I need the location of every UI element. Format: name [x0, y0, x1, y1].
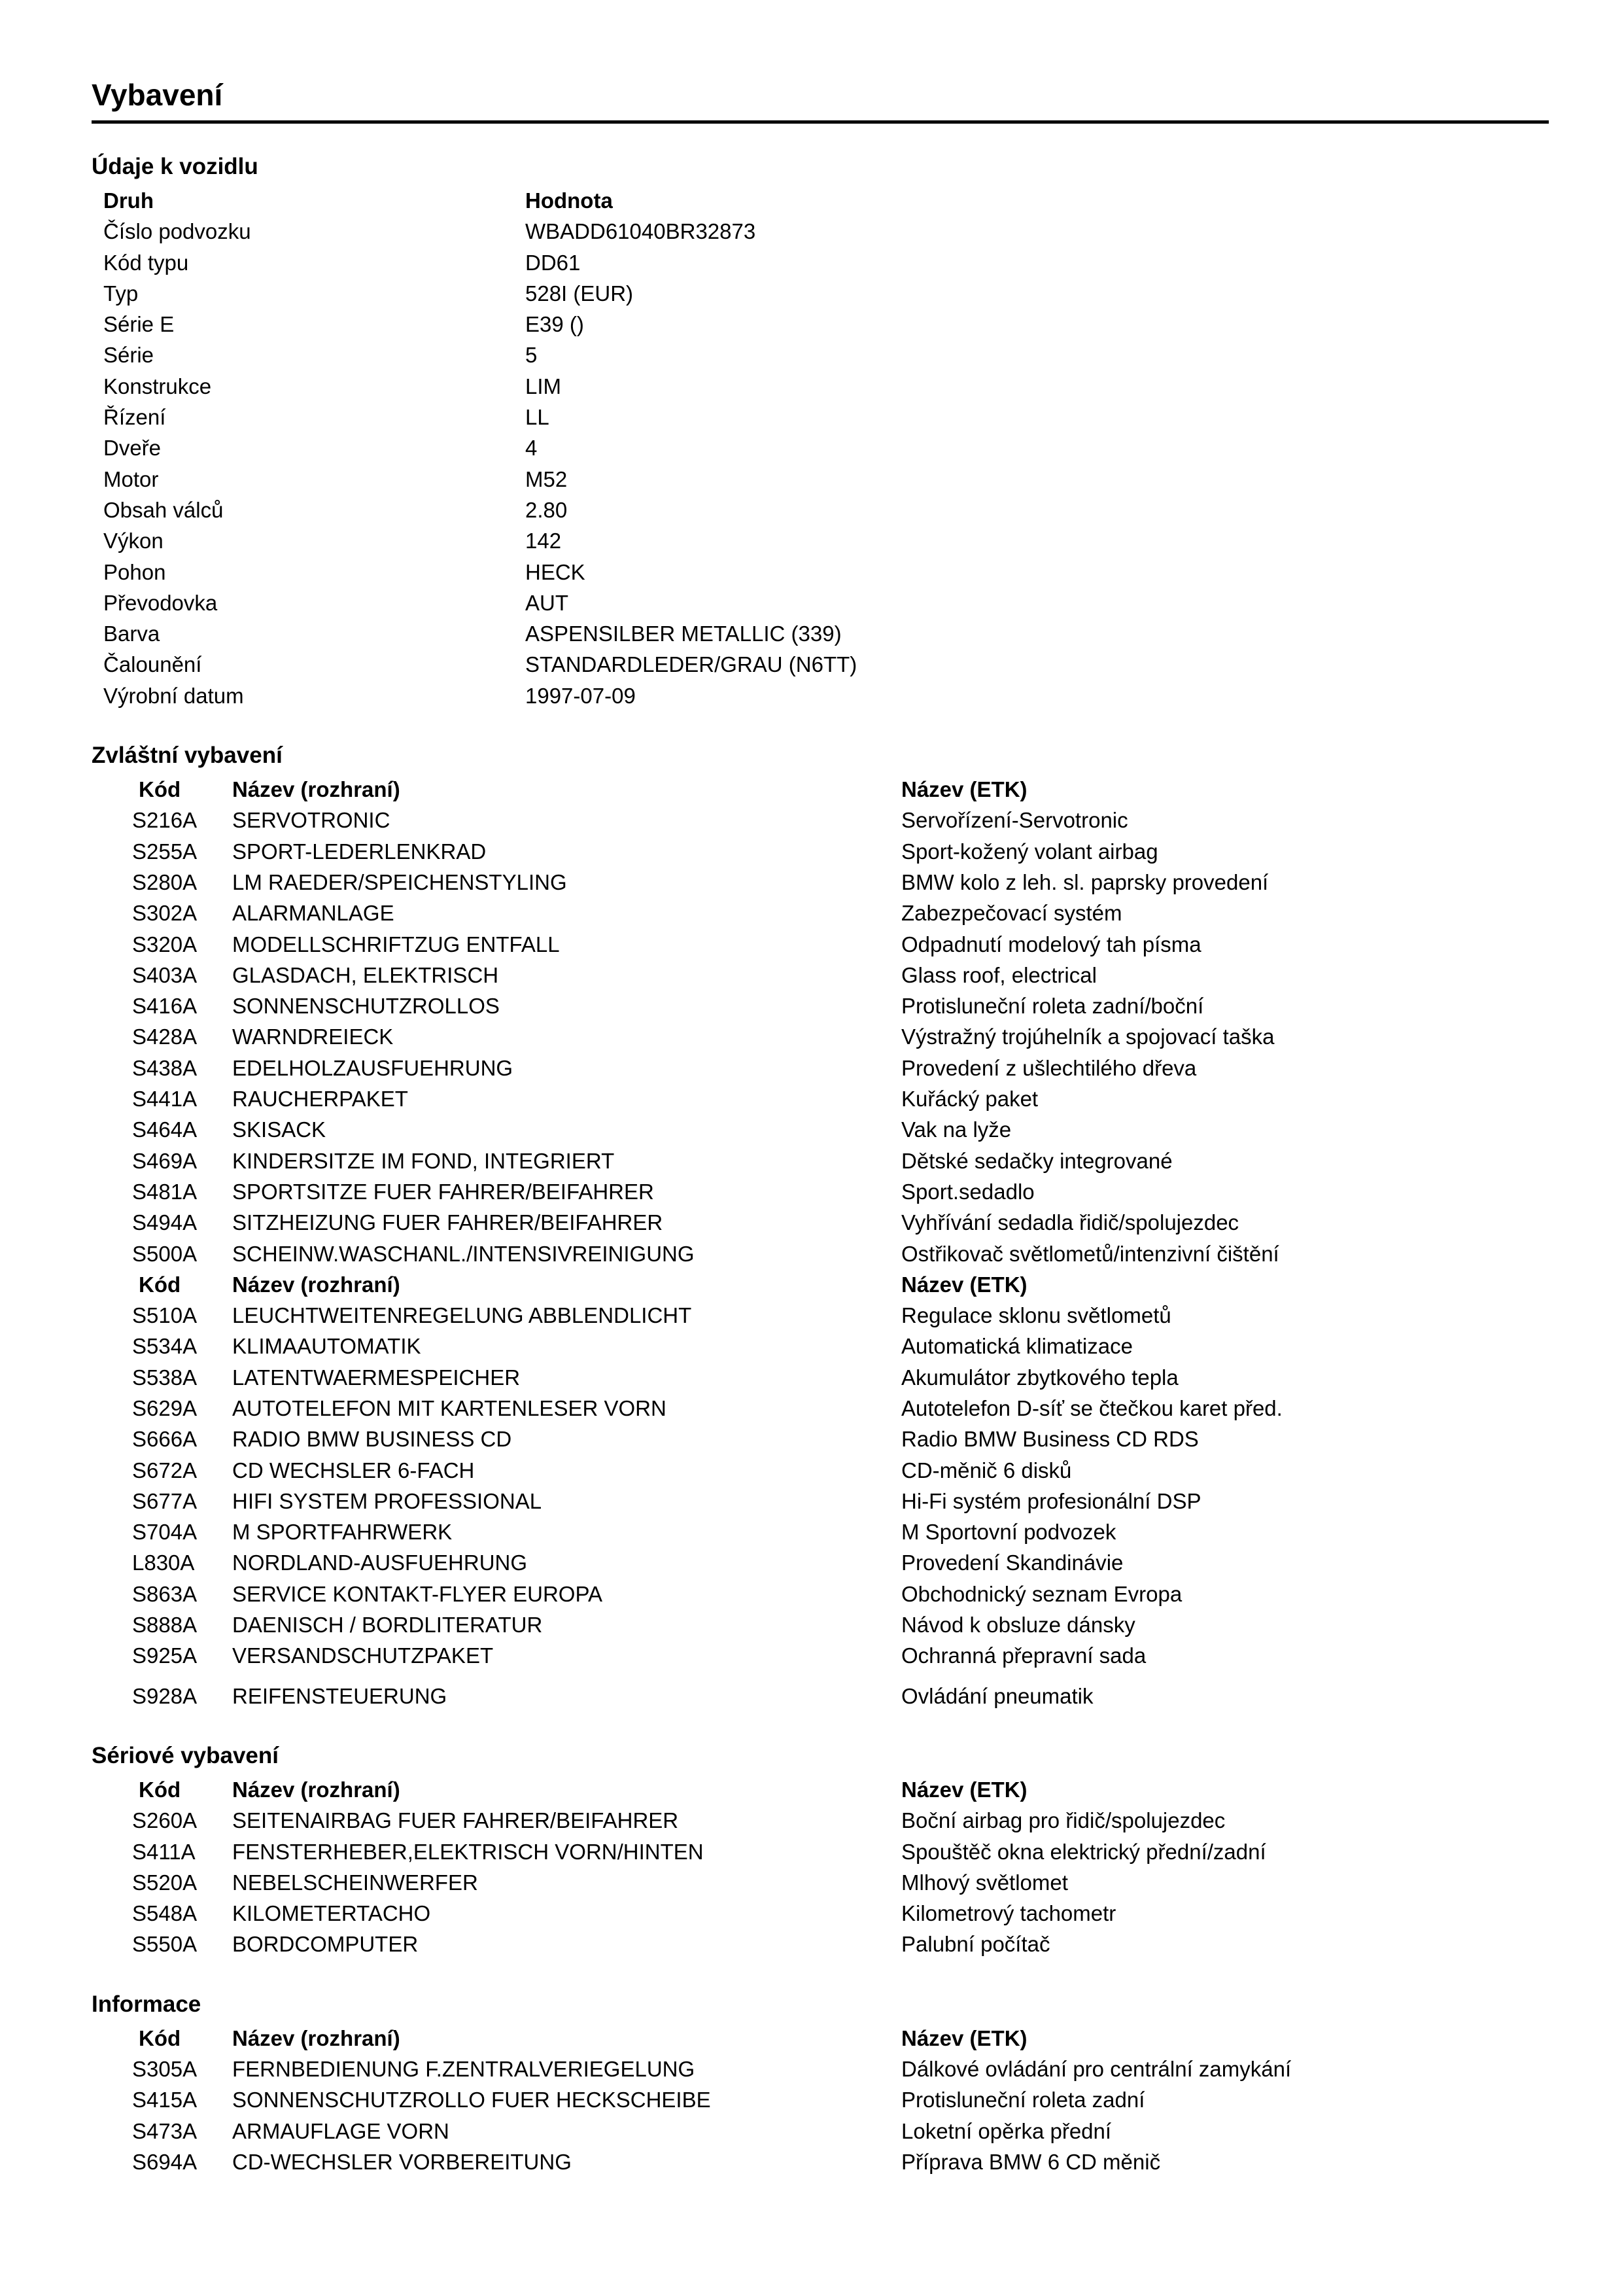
equipment-code: S520A — [132, 1870, 198, 1895]
equipment-name-etk: Sport.sedadlo — [901, 1179, 1035, 1204]
vehicle-attribute-label: Výkon — [103, 529, 164, 553]
serial-equipment-section — [92, 1739, 1549, 1960]
equipment-name-interface: DAENISCH / BORDLITERATUR — [232, 1613, 543, 1638]
equipment-code: S500A — [132, 1241, 198, 1266]
column-header-kod: Kód — [139, 777, 181, 802]
equipment-code: S534A — [132, 1334, 198, 1359]
equipment-code: S550A — [132, 1932, 198, 1957]
serial-equipment-table — [132, 1774, 1549, 1960]
equipment-row — [132, 1238, 1549, 1269]
equipment-name-interface: SONNENSCHUTZROLLOS — [232, 994, 500, 1019]
equipment-name-interface: VERSANDSCHUTZPAKET — [232, 1643, 494, 1668]
equipment-code: S629A — [132, 1395, 198, 1420]
equipment-name-etk: Palubní počítač — [901, 1932, 1050, 1957]
equipment-name-etk: CD-měnič 6 disků — [901, 1458, 1072, 1482]
equipment-name-etk: Provedení z ušlechtilého dřeva — [901, 1055, 1197, 1080]
equipment-row — [132, 2084, 1549, 2115]
serial-section-heading: Sériové vybavení — [92, 1742, 279, 1768]
special-rows-part-1 — [132, 805, 1549, 1269]
equipment-row — [132, 1640, 1549, 1671]
column-header-hodnota: Hodnota — [525, 188, 613, 213]
equipment-row — [132, 2054, 1549, 2084]
equipment-name-interface: RAUCHERPAKET — [232, 1087, 408, 1112]
equipment-code: S438A — [132, 1055, 198, 1080]
vehicle-attribute-label: Pohon — [103, 559, 166, 584]
equipment-name-interface: NEBELSCHEINWERFER — [232, 1870, 478, 1895]
column-header-nazev-etk: Název (ETK) — [901, 1777, 1028, 1802]
vehicle-attribute-label: Série — [103, 343, 154, 368]
vehicle-section-heading: Údaje k vozidlu — [92, 154, 258, 179]
equipment-row — [132, 1146, 1549, 1176]
equipment-code: S481A — [132, 1179, 198, 1204]
serial-rows — [132, 1805, 1549, 1959]
equipment-name-interface: GLASDACH, ELEKTRISCH — [232, 962, 499, 987]
equipment-row — [132, 990, 1549, 1021]
equipment-row — [132, 1176, 1549, 1207]
equipment-row — [132, 1207, 1549, 1238]
equipment-name-etk: Akumulátor zbytkového tepla — [901, 1365, 1179, 1390]
special-equipment-table — [132, 774, 1549, 1711]
vehicle-attribute-value: 5 — [525, 343, 538, 368]
equipment-row — [132, 1867, 1549, 1898]
equipment-row — [132, 1362, 1549, 1393]
equipment-code: S305A — [132, 2057, 198, 2082]
equipment-name-interface: AUTOTELEFON MIT KARTENLESER VORN — [232, 1395, 666, 1420]
special-table-header-row — [132, 774, 1549, 805]
equipment-code: S469A — [132, 1148, 198, 1173]
equipment-row — [132, 929, 1549, 960]
vehicle-attribute-label: Konstrukce — [103, 374, 212, 398]
equipment-name-etk: Ochranná přepravní sada — [901, 1643, 1147, 1668]
equipment-name-etk: Automatická klimatizace — [901, 1334, 1133, 1359]
equipment-row — [132, 1579, 1549, 1609]
equipment-code: S464A — [132, 1117, 198, 1142]
equipment-code: S510A — [132, 1303, 198, 1328]
equipment-row — [132, 836, 1549, 867]
vehicle-row — [103, 278, 1549, 309]
equipment-row — [132, 1898, 1549, 1929]
equipment-code: S928A — [132, 1683, 198, 1708]
equipment-code: S694A — [132, 2149, 198, 2174]
equipment-name-interface: FENSTERHEBER,ELEKTRISCH VORN/HINTEN — [232, 1839, 704, 1864]
equipment-name-etk: Boční airbag pro řidič/spolujezdec — [901, 1808, 1226, 1833]
vehicle-row — [103, 649, 1549, 680]
equipment-name-etk: Protisluneční roleta zadní/boční — [901, 994, 1204, 1019]
column-header-druh: Druh — [103, 188, 154, 213]
equipment-name-etk: Servořízení-Servotronic — [901, 808, 1128, 833]
equipment-code: S428A — [132, 1025, 198, 1049]
vehicle-row — [103, 557, 1549, 587]
equipment-code: S415A — [132, 2088, 198, 2112]
equipment-name-etk: Spouštěč okna elektrický přední/zadní — [901, 1839, 1266, 1864]
equipment-row — [132, 2116, 1549, 2146]
equipment-name-interface: M SPORTFAHRWERK — [232, 1520, 453, 1545]
vehicle-row — [103, 587, 1549, 618]
vehicle-attribute-label: Motor — [103, 466, 159, 491]
equipment-name-etk: Loketní opěrka přední — [901, 2118, 1112, 2143]
equipment-name-etk: Ovládání pneumatik — [901, 1683, 1094, 1708]
equipment-name-etk: Vak na lyže — [901, 1117, 1012, 1142]
equipment-name-etk: Kilometrový tachometr — [901, 1901, 1116, 1926]
column-header-nazev-rozhrani: Název (rozhraní) — [232, 1272, 400, 1297]
vehicle-row — [103, 247, 1549, 278]
equipment-row — [132, 1114, 1549, 1145]
column-header-kod: Kód — [139, 1777, 181, 1802]
vehicle-attribute-value: E39 () — [525, 312, 584, 337]
special-equipment-section — [92, 739, 1549, 1711]
equipment-name-etk: Příprava BMW 6 CD měnič — [901, 2149, 1161, 2174]
equipment-code: S863A — [132, 1581, 198, 1606]
equipment-row — [132, 1836, 1549, 1867]
equipment-code: S260A — [132, 1808, 198, 1833]
serial-table-header-row — [132, 1774, 1549, 1805]
equipment-name-interface: SKISACK — [232, 1117, 326, 1142]
equipment-name-interface: SERVOTRONIC — [232, 808, 390, 833]
equipment-name-etk: Glass roof, electrical — [901, 962, 1097, 987]
vehicle-attribute-label: Číslo podvozku — [103, 219, 251, 244]
equipment-row — [132, 1455, 1549, 1486]
vehicle-table — [103, 185, 1549, 711]
equipment-name-interface: WARNDREIECK — [232, 1025, 394, 1049]
vehicle-row — [103, 216, 1549, 247]
equipment-code: S666A — [132, 1427, 198, 1452]
equipment-name-interface: RADIO BMW BUSINESS CD — [232, 1427, 512, 1452]
vehicle-attribute-value: DD61 — [525, 250, 581, 275]
equipment-name-etk: Kuřácký paket — [901, 1087, 1039, 1112]
vehicle-attribute-value: 4 — [525, 436, 538, 461]
equipment-code: S280A — [132, 869, 198, 894]
column-header-kod: Kód — [139, 2025, 181, 2050]
vehicle-attribute-label: Typ — [103, 281, 139, 306]
equipment-name-interface: EDELHOLZAUSFUEHRUNG — [232, 1055, 513, 1080]
equipment-row — [132, 1424, 1549, 1454]
vehicle-attribute-label: Výrobní datum — [103, 683, 244, 708]
vehicle-attribute-label: Převodovka — [103, 590, 218, 615]
equipment-code: S441A — [132, 1087, 198, 1112]
equipment-name-interface: SONNENSCHUTZROLLO FUER HECKSCHEIBE — [232, 2088, 711, 2112]
column-header-nazev-etk: Název (ETK) — [901, 2025, 1028, 2050]
equipment-name-interface: SEITENAIRBAG FUER FAHRER/BEIFAHRER — [232, 1808, 679, 1833]
vehicle-attribute-value: 1997-07-09 — [525, 683, 636, 708]
information-section-heading: Informace — [92, 1991, 201, 2017]
special-table-header-row-repeat — [132, 1269, 1549, 1300]
equipment-code: S925A — [132, 1643, 198, 1668]
equipment-name-etk: Hi-Fi systém profesionální DSP — [901, 1488, 1201, 1513]
equipment-row — [132, 1053, 1549, 1083]
column-header-kod: Kód — [139, 1272, 181, 1297]
information-table — [132, 2023, 1549, 2177]
equipment-code: S538A — [132, 1365, 198, 1390]
vehicle-attribute-value: 142 — [525, 529, 562, 553]
vehicle-attribute-value: WBADD61040BR32873 — [525, 219, 756, 244]
equipment-row — [132, 1929, 1549, 1959]
equipment-name-interface: HIFI SYSTEM PROFESSIONAL — [232, 1488, 542, 1513]
equipment-row — [132, 1609, 1549, 1640]
special-rows-part-2 — [132, 1300, 1549, 1672]
vehicle-attribute-value: M52 — [525, 466, 568, 491]
equipment-name-etk: M Sportovní podvozek — [901, 1520, 1116, 1545]
equipment-name-interface: ALARMANLAGE — [232, 901, 394, 926]
information-section — [92, 1988, 1549, 2177]
equipment-name-interface: NORDLAND-AUSFUEHRUNG — [232, 1550, 528, 1575]
equipment-code: S403A — [132, 962, 198, 987]
equipment-row — [132, 898, 1549, 928]
vehicle-attribute-value: STANDARDLEDER/GRAU (N6TT) — [525, 652, 857, 677]
equipment-name-interface: SCHEINW.WASCHANL./INTENSIVREINIGUNG — [232, 1241, 695, 1266]
vehicle-attribute-value: LIM — [525, 374, 562, 398]
vehicle-rows — [103, 216, 1549, 711]
equipment-name-interface: FERNBEDIENUNG F.ZENTRALVERIEGELUNG — [232, 2057, 695, 2082]
vehicle-attribute-value: 2.80 — [525, 497, 568, 522]
equipment-name-interface: CD WECHSLER 6-FACH — [232, 1458, 475, 1482]
equipment-name-etk: Dálkové ovládání pro centrální zamykání — [901, 2057, 1292, 2082]
column-header-nazev-rozhrani: Název (rozhraní) — [232, 777, 400, 802]
equipment-code: S473A — [132, 2118, 198, 2143]
equipment-name-interface: REIFENSTEUERUNG — [232, 1683, 447, 1708]
equipment-row — [132, 1681, 1549, 1711]
equipment-name-interface: BORDCOMPUTER — [232, 1932, 419, 1957]
equipment-name-etk: Regulace sklonu světlometů — [901, 1303, 1171, 1328]
equipment-code: S704A — [132, 1520, 198, 1545]
equipment-code: S416A — [132, 994, 198, 1019]
equipment-name-etk: Radio BMW Business CD RDS — [901, 1427, 1199, 1452]
equipment-name-interface: LATENTWAERMESPEICHER — [232, 1365, 521, 1390]
vehicle-row — [103, 402, 1549, 432]
equipment-row — [132, 1021, 1549, 1052]
equipment-name-interface: SPORT-LEDERLENKRAD — [232, 839, 487, 864]
equipment-name-etk: Odpadnutí modelový tah písma — [901, 932, 1201, 956]
vehicle-attribute-value: LL — [525, 405, 549, 430]
equipment-name-etk: Návod k obsluze dánsky — [901, 1613, 1135, 1638]
vehicle-data-section — [92, 150, 1549, 711]
column-header-nazev-etk: Název (ETK) — [901, 1272, 1028, 1297]
equipment-row — [132, 1393, 1549, 1424]
equipment-name-etk: Obchodnický seznam Evropa — [901, 1581, 1183, 1606]
equipment-name-etk: Výstražný trojúhelník a spojovací taška — [901, 1025, 1275, 1049]
vehicle-row — [103, 464, 1549, 495]
equipment-code: S677A — [132, 1488, 198, 1513]
equipment-row — [132, 1083, 1549, 1114]
column-header-nazev-rozhrani: Název (rozhraní) — [232, 2025, 400, 2050]
equipment-name-interface: CD-WECHSLER VORBEREITUNG — [232, 2149, 572, 2174]
title-rule — [92, 120, 1549, 124]
vehicle-row — [103, 525, 1549, 556]
equipment-name-interface: LM RAEDER/SPEICHENSTYLING — [232, 869, 567, 894]
equipment-code: S255A — [132, 839, 198, 864]
equipment-row — [132, 2146, 1549, 2177]
page-title: Vybavení — [92, 78, 223, 112]
equipment-code: S888A — [132, 1613, 198, 1638]
equipment-row — [132, 1300, 1549, 1331]
equipment-row — [132, 1805, 1549, 1836]
vehicle-attribute-value: HECK — [525, 559, 585, 584]
column-header-nazev-rozhrani: Název (rozhraní) — [232, 1777, 400, 1802]
equipment-code: S320A — [132, 932, 198, 956]
vehicle-row — [103, 618, 1549, 649]
equipment-name-interface: SPORTSITZE FUER FAHRER/BEIFAHRER — [232, 1179, 654, 1204]
equipment-code: S216A — [132, 808, 198, 833]
equipment-name-interface: LEUCHTWEITENREGELUNG ABBLENDLICHT — [232, 1303, 692, 1328]
equipment-row — [132, 1331, 1549, 1361]
equipment-code: S411A — [132, 1839, 196, 1864]
vehicle-row — [103, 371, 1549, 402]
equipment-name-etk: Vyhřívání sedadla řidič/spolujezdec — [901, 1210, 1239, 1235]
equipment-name-interface: MODELLSCHRIFTZUG ENTFALL — [232, 932, 560, 956]
vehicle-row — [103, 495, 1549, 525]
equipment-name-interface: KINDERSITZE IM FOND, INTEGRIERT — [232, 1148, 615, 1173]
equipment-name-etk: Ostřikovač světlometů/intenzivní čištění — [901, 1241, 1279, 1266]
equipment-row — [132, 805, 1549, 835]
vehicle-attribute-label: Kód typu — [103, 250, 189, 275]
equipment-name-etk: Sport-kožený volant airbag — [901, 839, 1158, 864]
vehicle-attribute-value: ASPENSILBER METALLIC (339) — [525, 622, 842, 646]
equipment-name-etk: Autotelefon D-síť se čtečkou karet před. — [901, 1395, 1283, 1420]
special-section-heading: Zvláštní vybavení — [92, 743, 283, 769]
vehicle-row — [103, 309, 1549, 340]
equipment-name-interface: SITZHEIZUNG FUER FAHRER/BEIFAHRER — [232, 1210, 663, 1235]
vehicle-attribute-label: Obsah válců — [103, 497, 224, 522]
equipment-row — [132, 960, 1549, 990]
equipment-name-etk: BMW kolo z leh. sl. paprsky provedení — [901, 869, 1269, 894]
equipment-row — [132, 1547, 1549, 1578]
vehicle-table-header-row — [103, 185, 1549, 216]
equipment-code: L830A — [132, 1550, 195, 1575]
equipment-name-etk: Protisluneční roleta zadní — [901, 2088, 1145, 2112]
equipment-row — [132, 867, 1549, 898]
equipment-row — [132, 1486, 1549, 1516]
equipment-name-etk: Provedení Skandinávie — [901, 1550, 1124, 1575]
vehicle-row — [103, 680, 1549, 711]
vehicle-row — [103, 432, 1549, 463]
equipment-name-interface: ARMAUFLAGE VORN — [232, 2118, 449, 2143]
equipment-name-interface: SERVICE KONTAKT-FLYER EUROPA — [232, 1581, 603, 1606]
vehicle-attribute-value: AUT — [525, 590, 568, 615]
vehicle-row — [103, 340, 1549, 370]
equipment-code: S494A — [132, 1210, 198, 1235]
vehicle-attribute-label: Barva — [103, 622, 160, 646]
equipment-row — [132, 1516, 1549, 1547]
equipment-code: S672A — [132, 1458, 198, 1482]
information-rows — [132, 2054, 1549, 2177]
equipment-name-etk: Zabezpečovací systém — [901, 901, 1122, 926]
equipment-name-interface: KLIMAAUTOMATIK — [232, 1334, 421, 1359]
equipment-name-etk: Dětské sedačky integrované — [901, 1148, 1173, 1173]
vehicle-attribute-label: Dveře — [103, 436, 162, 461]
vehicle-attribute-label: Řízení — [103, 405, 166, 430]
vehicle-attribute-value: 528I (EUR) — [525, 281, 634, 306]
equipment-name-etk: Mlhový světlomet — [901, 1870, 1068, 1895]
equipment-code: S302A — [132, 901, 198, 926]
information-table-header-row — [132, 2023, 1549, 2054]
equipment-name-interface: KILOMETERTACHO — [232, 1901, 431, 1926]
vehicle-attribute-label: Čalounění — [103, 652, 202, 677]
equipment-code: S548A — [132, 1901, 198, 1926]
vehicle-attribute-label: Série E — [103, 312, 175, 337]
column-header-nazev-etk: Název (ETK) — [901, 777, 1028, 802]
